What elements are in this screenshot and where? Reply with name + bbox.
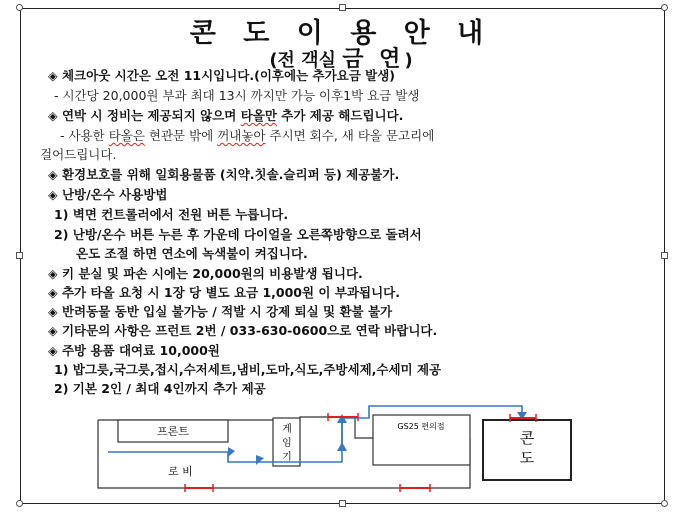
convenience-store-label: GS25 편의점 <box>397 422 445 431</box>
environment-line: ◈ 환경보호를 위해 일회용물품 (치약.칫솔.슬리퍼 등) 제공불가. <box>48 167 400 182</box>
towel-fee-line: ◈ 추가 타올 요청 시 1장 당 별도 요금 1,000원 이 부과됩니다. <box>48 285 400 300</box>
route-arrow-head-2 <box>256 455 264 465</box>
towel-text-a: ◈ 연박 시 정비는 제공되지 않으며 <box>48 108 241 123</box>
towel-note-d: 꺼내놓아 <box>217 128 266 143</box>
heating-line: ◈ 난방/온수 사용방법 <box>48 187 168 202</box>
heating-step-2-cont: 온도 조절 하면 연소에 녹색불이 켜집니다. <box>76 246 308 261</box>
towel-text-c: 추가 제공 해드립니다. <box>276 108 404 123</box>
contact-line: ◈ 기타문의 사항은 프런트 2번 / 033-630-0600으로 연락 바랍니다. <box>48 323 438 338</box>
towel-note-line-2: 걸어드립니다. <box>40 147 117 162</box>
towel-note-e: 주시면 회수, 새 타올 문고리에 <box>265 128 435 143</box>
heating-step-1: 1) 벽면 컨트롤러에서 전원 버튼 누릅니다. <box>54 207 289 222</box>
towel-text-b: 타올만 <box>240 108 277 123</box>
route-arrow-head-4 <box>337 442 347 451</box>
checkout-line: ◈ 체크아웃 시간은 오전 11시입니다.(이후에는 추가요금 발생) <box>48 68 396 83</box>
game-machine-label-2: 임 <box>282 438 292 449</box>
subtitle-prefix: (전 객실 <box>269 50 343 71</box>
kitchen-line: ◈ 주방 용품 대여료 10,000원 <box>48 343 220 358</box>
condo-label-2: 도 <box>519 449 535 467</box>
kitchen-item-1: 1) 밥그릇,국그릇,접시,수저세트,냄비,도마,식도,주방세제,수세미 제공 <box>54 362 442 377</box>
subtitle-no-smoking: 금 연 <box>342 47 405 72</box>
game-machine-label-1: 게 <box>282 424 292 435</box>
kitchen-item-2: 2) 기본 2인 / 최대 4인까지 추가 제공 <box>54 381 266 396</box>
lobby-label: 로 비 <box>168 465 193 478</box>
towel-note-c: 현관문 밖에 <box>144 128 218 143</box>
game-machine-label-3: 기 <box>282 452 292 463</box>
subtitle-suffix: ) <box>404 50 413 71</box>
key-line: ◈ 키 분실 및 파손 시에는 20,000원의 비용발생 됩니다. <box>48 266 363 281</box>
towel-note-b: 타올은 <box>108 128 145 143</box>
pet-line: ◈ 반려동물 동반 입실 불가능 / 적발 시 강제 퇴실 및 환불 불가 <box>48 304 393 319</box>
document-title: 콘 도 이 용 안 내 <box>189 18 493 49</box>
front-desk-label: 프론트 <box>157 425 189 438</box>
condo-label-1: 콘 <box>519 429 535 447</box>
checkout-note-line: - 시간당 20,000원 부과 최대 13시 까지만 가능 이후1박 요금 발생 <box>54 88 420 103</box>
heating-step-2: 2) 난방/온수 버튼 누른 후 가운데 다이얼을 오른쪽방향으로 돌려서 <box>54 227 422 242</box>
route-arrow-head-1 <box>228 447 235 457</box>
towel-note-a: - 사용한 <box>60 128 109 143</box>
